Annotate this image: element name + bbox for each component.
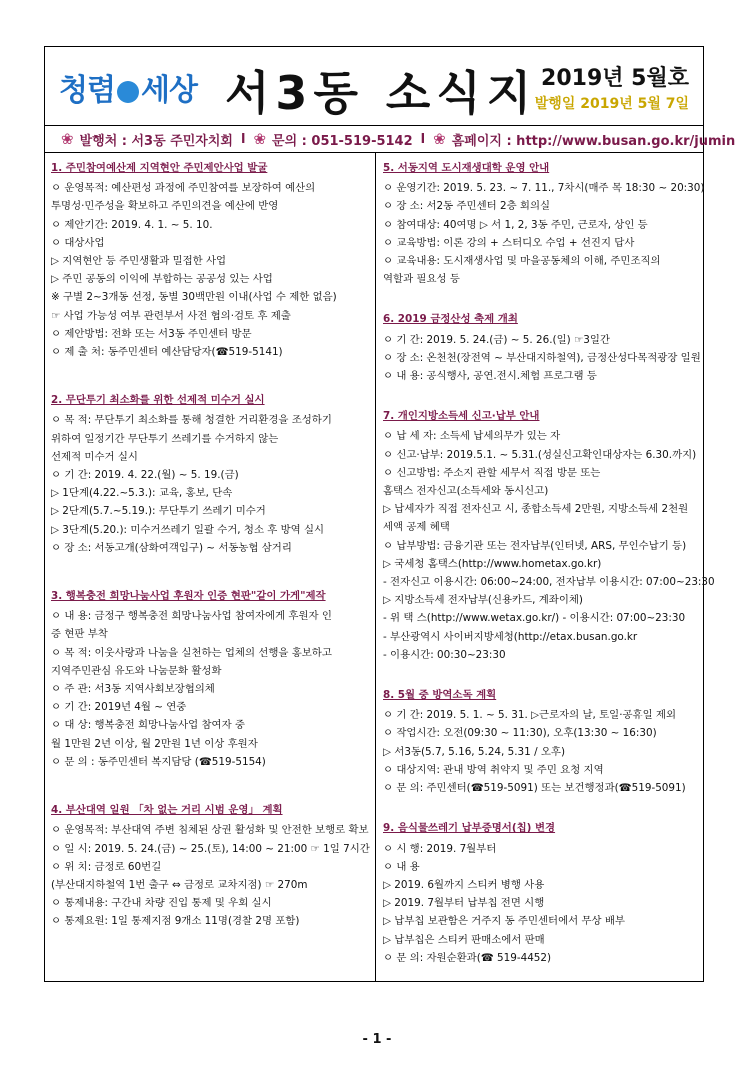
article-line: - 이용시간: 00:30~23:30 — [383, 648, 506, 661]
article-line: ㅇ 운영목적: 예산편성 과정에 주민참여를 보장하여 예산의 — [51, 182, 316, 195]
article-line: ㅇ 위 치: 금정로 60번길 — [51, 860, 162, 873]
article-section — [383, 310, 701, 385]
article-line: ▷ 납세자가 직접 전자신고 시, 종합소득세 2만원, 지방소득세 2천원 — [383, 503, 689, 516]
article-line: ㅇ 신고방법: 주소지 관할 세무서 직접 방문 또는 — [383, 466, 601, 479]
article-line: ㅇ 기 간: 2019. 4. 22.(월) ~ 5. 19.(금) — [51, 469, 239, 482]
article-line: ☞ 사업 가능성 여부 관련부서 사전 협의·검토 후 제출 — [51, 309, 291, 322]
separator: l — [420, 131, 426, 147]
issue-label: 2019년 5월호 — [541, 66, 689, 91]
article-line: ㅇ 기 간: 2019. 5. 1. ~ 5. 31. ▷근로자의 날, 토일·공휴일 제외 — [383, 709, 677, 722]
article-line: ▷ 2019. 7월부터 납부칩 전면 시행 — [383, 897, 545, 910]
article-title: 9. 음식물쓰레기 납부증명서(칩) 변경 — [383, 822, 556, 835]
article-line: ㅇ 내 용 — [383, 860, 420, 873]
article-line: ㅇ 교육방법: 이론 강의 + 스터디오 수업 + 선진지 답사 — [383, 236, 635, 249]
article-line: - 부산광역시 사이버지방세청(http://etax.busan.go.kr — [383, 630, 638, 643]
article-line: ㅇ 운영기간: 2019. 5. 23. ~ 7. 11., 7차시(매주 목 18:30 ~ 20:30) — [383, 182, 705, 195]
article-line: ▷ 3단계(5.20.): 미수거쓰레기 일괄 수거, 청소 후 방역 실시 — [51, 523, 325, 536]
article-line: ㅇ 문 의: 자원순환과(☎ 519-4452) — [383, 951, 552, 964]
article-line: 증 현판 부착 — [51, 628, 108, 641]
publisher-text: 발행처 : 서3동 주민자치회 — [79, 133, 233, 149]
article-line: - 위 택 스(http://www.wetax.go.kr/) - 이용시간: 07:00~23:30 — [383, 612, 686, 625]
logo-text-right: 세상 — [140, 73, 197, 108]
article-line: 세액 공제 혜택 — [383, 521, 450, 534]
article-line: ㅇ 내 용: 공식행사, 공연.전시.체험 프로그램 등 — [383, 370, 597, 383]
article-line: ㅇ 통제내용: 구간내 차량 진입 통제 및 우회 실시 — [51, 897, 272, 910]
separator: l — [240, 131, 246, 147]
article-line: 선제적 미수거 실시 — [51, 450, 138, 463]
article-line: ▷ 납부칩 보관함은 거주지 동 주민센터에서 무상 배부 — [383, 915, 625, 928]
article-title: 3. 행복충전 희망나눔사업 후원자 인증 현판"같이 가게"제작 — [51, 590, 326, 603]
article-line: ㅇ 대상사업 — [51, 236, 105, 249]
flower-icon: ❀ — [433, 130, 446, 148]
article-line: ㅇ 참여대상: 40여명 ▷ 서 1, 2, 3동 주민, 근로자, 상인 등 — [383, 218, 648, 231]
article-line: ※ 구별 2~3개동 선정, 동별 30백만원 이내(사업 수 제한 없음) — [51, 291, 337, 304]
article-line: ㅇ 통제요원: 1일 통제지점 9개소 11명(경찰 2명 포함) — [51, 915, 300, 928]
article-line: ㅇ 장 소: 서2동 주민센터 2층 회의실 — [383, 200, 551, 213]
article-title: 6. 2019 금정산성 축제 개최 — [383, 313, 518, 326]
article-line: ㅇ 납 세 자: 소득세 납세의무가 있는 자 — [383, 430, 561, 443]
article-line: - 전자신고 이용시간: 06:00~24:00, 전자납부 이용시간: 07:00~23:30 — [383, 576, 715, 589]
article-line: ㅇ 제안기간: 2019. 4. 1. ~ 5. 10. — [51, 218, 213, 231]
logo-text-left: 청렴 — [59, 73, 115, 108]
article-title: 7. 개인지방소득세 신고·납부 안내 — [383, 410, 540, 423]
article-section — [51, 587, 371, 771]
article-line: ▷ 지역현안 등 주민생활과 밀접한 사업 — [51, 255, 227, 268]
article-line: ㅇ 대 상: 행복충전 희망나눔사업 참여자 중 — [51, 719, 245, 732]
column-divider — [375, 153, 376, 981]
article-line: ㅇ 운영목적: 부산대역 주변 침체된 상권 활성화 및 안전한 보행로 확보 — [51, 824, 369, 837]
newsletter-title: 서3동 소식지 — [225, 66, 538, 120]
article-line: 위하여 일정기간 무단투기 쓰레기를 수거하지 않는 — [51, 432, 279, 445]
article-section — [383, 819, 701, 967]
article-line: ㅇ 교육내용: 도시재생사업 및 마을공동체의 이해, 주민조직의 — [383, 255, 661, 268]
article-line: ㅇ 목 적: 이웃사랑과 나눔을 실천하는 업체의 선행을 홍보하고 — [51, 646, 332, 659]
article-line: ㅇ 문 의: 주민센터(☎519-5091) 또는 보건행정과(☎519-5091) — [383, 782, 686, 795]
publisher-bar — [45, 125, 736, 153]
article-line: ▷ 납부칩은 스티커 판매소에서 판매 — [383, 933, 545, 946]
article-line: ㅇ 시 행: 2019. 7월부터 — [383, 842, 497, 855]
flower-icon: ❀ — [253, 130, 267, 148]
article-line: ㅇ 신고·납부: 2019.5.1. ~ 5.31.(성실신고확인대상자는 6.30.까지) — [383, 448, 697, 461]
article-line: ㅇ 목 적: 무단투기 최소화를 통해 청결한 거리환경을 조성하기 — [51, 414, 332, 427]
article-line: ㅇ 기 간: 2019. 5. 24.(금) ~ 5. 26.(일) ☞3일간 — [383, 333, 610, 346]
article-section — [51, 159, 371, 361]
logo — [59, 65, 197, 109]
article-title: 8. 5월 중 방역소독 계획 — [383, 689, 497, 702]
article-line: (부산대지하철역 1번 출구 ⇔ 금정로 교차지점) ☞ 270m — [51, 878, 308, 891]
issue-date: 발행일 2019년 5월 7일 — [534, 96, 689, 112]
article-line: ▷ 2019. 6월까지 스티커 병행 사용 — [383, 878, 545, 891]
left-column — [51, 159, 371, 931]
newsletter-header — [45, 47, 703, 123]
article-line: ㅇ 내 용: 금정구 행복충전 희망나눔사업 참여자에게 후원자 인 — [51, 610, 332, 623]
article-line: ㅇ 문 의 : 동주민센터 복지담당 (☎519-5154) — [51, 755, 266, 768]
article-title: 4. 부산대역 일원 「차 없는 거리 시범 운영」 계획 — [51, 804, 283, 817]
article-section — [51, 801, 371, 930]
article-line: ▷ 지방소득세 전자납부(신용카드, 계좌이체) — [383, 594, 583, 607]
newsletter-frame — [44, 46, 736, 982]
article-line: ㅇ 납부방법: 금융기관 또는 전자납부(인터넷, ARS, 무인수납기 등) — [383, 539, 687, 552]
article-section — [383, 159, 705, 288]
article-line: ▷ 2단계(5.7.~5.19.): 무단투기 쓰레기 미수거 — [51, 505, 266, 518]
article-line: ㅇ 기 간: 2019년 4월 ~ 연중 — [51, 701, 187, 714]
article-title: 5. 서동지역 도시재생대학 운영 안내 — [383, 162, 550, 174]
article-line: ▷ 주민 공동의 이익에 부합하는 공공성 있는 사업 — [51, 273, 273, 286]
article-line: ㅇ 주 관: 서3동 지역사회보장협의체 — [51, 683, 215, 696]
article-title: 2. 무단투기 최소화를 위한 선제적 미수거 실시 — [51, 394, 265, 407]
flower-icon: ❀ — [61, 130, 74, 148]
right-column — [383, 159, 715, 967]
article-line: 월 1만원 2년 이상, 월 2만원 1년 이상 후원자 — [51, 737, 258, 750]
article-line: 지역주민관심 유도와 나눔문화 활성화 — [51, 664, 222, 677]
article-line: ㅇ 일 시: 2019. 5. 24.(금) ~ 25.(토), 14:00 ~ 21:00 ☞ 1일 7시간 — [51, 842, 370, 855]
logo-globe-icon — [117, 81, 139, 103]
article-line: ▷ 서3동(5.7, 5.16, 5.24, 5.31 / 오후) — [383, 745, 566, 758]
article-section — [383, 686, 701, 797]
page-number: - 1 - — [362, 1032, 392, 1047]
contact-text: 문의 : 051-519-5142 — [272, 133, 413, 149]
article-section — [383, 407, 715, 664]
article-line: 역할과 필요성 등 — [383, 273, 460, 286]
article-line: ㅇ 대상지역: 관내 방역 취약지 및 주민 요청 지역 — [383, 763, 604, 776]
article-line: ▷ 국세청 홈택스(http://www.hometax.go.kr) — [383, 557, 602, 570]
article-line: ㅇ 장 소: 서동고개(삼화여객입구) ~ 서동농협 삼거리 — [51, 541, 292, 554]
article-title: 1. 주민참여예산제 지역현안 주민제안사업 발굴 — [51, 162, 268, 174]
article-line: ㅇ 장 소: 온천천(장전역 ~ 부산대지하철역), 금정산성다목적광장 일원 — [383, 351, 701, 364]
article-line: ㅇ 작업시간: 오전(09:30 ~ 11:30), 오후(13:30 ~ 16:30) — [383, 727, 657, 740]
article-section — [51, 391, 371, 557]
article-line: 홈택스 전자신고(소득세와 동시신고) — [383, 485, 549, 498]
homepage-link[interactable]: 홈페이지 : http://www.busan.go.kr/jumin — [451, 133, 736, 149]
article-line: ㅇ 제 출 처: 동주민센터 예산담당자(☎519-5141) — [51, 346, 283, 359]
article-line: 투명성·민주성을 확보하고 주민의견을 예산에 반영 — [51, 200, 279, 213]
article-line: ㅇ 제안방법: 전화 또는 서3동 주민센터 방문 — [51, 327, 252, 340]
article-line: ▷ 1단계(4.22.~5.3.): 교육, 홍보, 단속 — [51, 487, 233, 500]
